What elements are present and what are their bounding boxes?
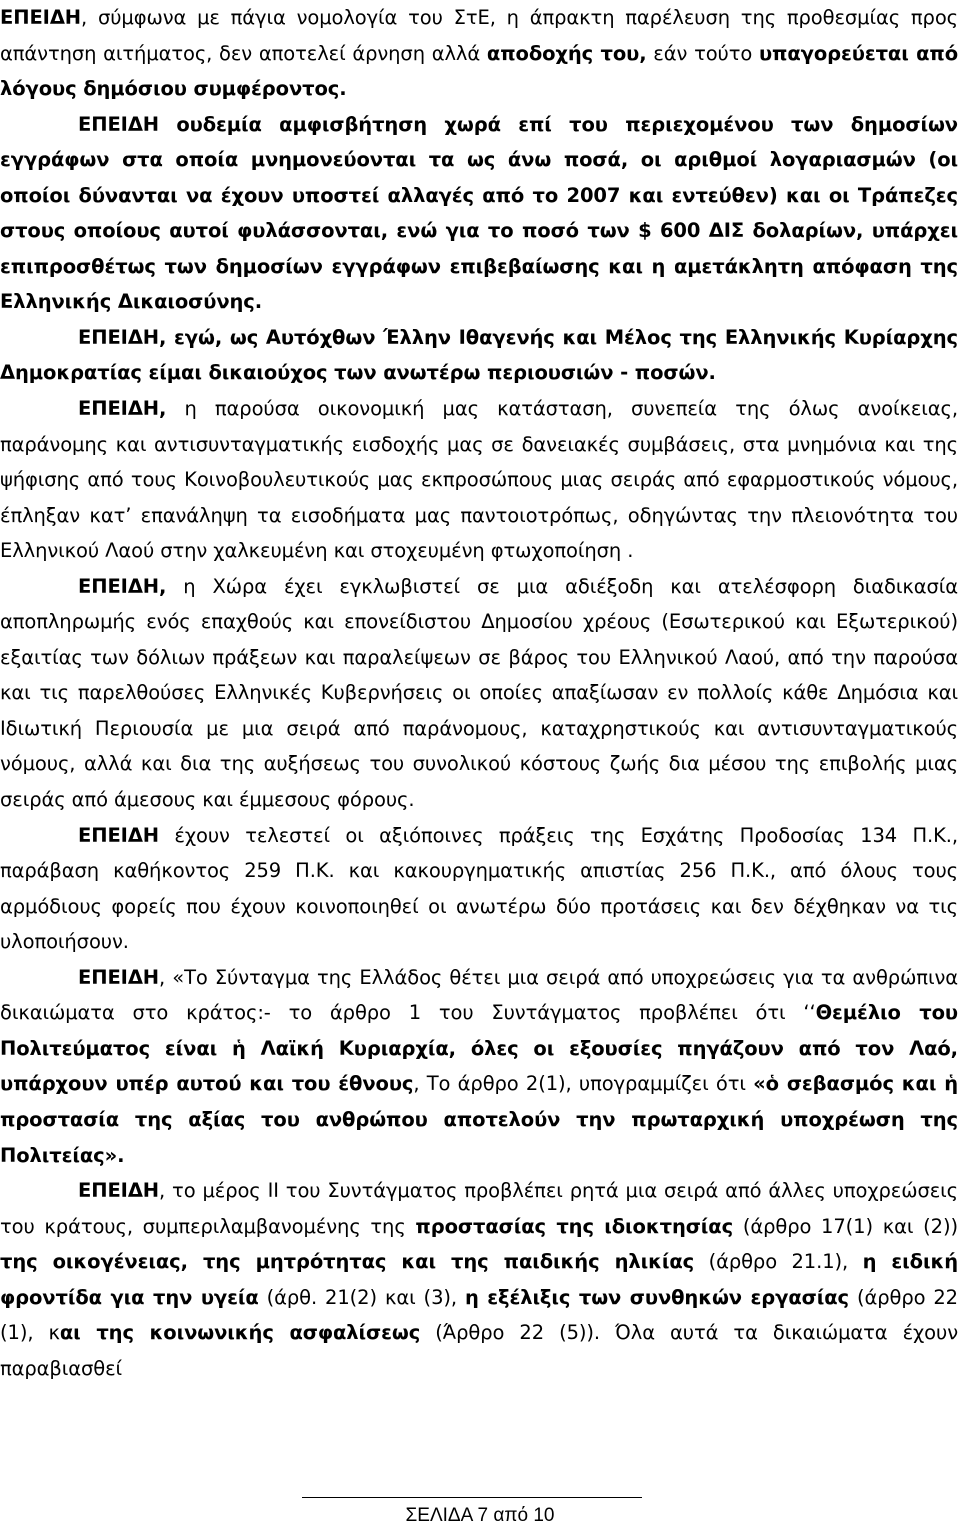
bold-text-run: ΕΠΕΙΔΗ, εγώ, ως Αυτόχθων Έλλην Ιθαγενής και Μέλος της Ελληνικής Κυρίαρχης Δημοκρατίας είμαι δικαιούχος των ανωτέρω περιουσιών - ποσών. bbox=[0, 325, 958, 385]
bold-text-run: «ὁ σεβασμός και ἡ προστασία της αξίας του ανθρώπου αποτελούν την πρωταρχική υποχρέωση της Πολιτείας». bbox=[0, 1072, 959, 1167]
text-run: (Άρθρο 22 (5)). Όλα αυτά τα δικαιώματα έχουν παραβιασθεί bbox=[0, 1321, 958, 1380]
paragraph-p6 bbox=[0, 818, 958, 960]
bold-text-run: αποδοχής του, bbox=[486, 41, 647, 65]
bold-text-run: υπαγορεύεται από λόγους δημόσιου συμφέροντος. bbox=[0, 41, 959, 101]
text-run: εάν τούτο bbox=[646, 41, 759, 65]
paragraph-p3 bbox=[0, 320, 958, 391]
text-run: η παρούσα οικονομική μας κατάσταση, συνεπεία της όλως ανοίκειας, παράνομης και αντισυνταγματικής εισδοχής μας σε δανειακές συμβάσεις, στα μνημόνια και της ψήφισης από τους Κοινοβουλευτικούς μας εκπροσώπους μιας σειράς από εφαρμοστικούς νόμους, έπληξαν κατ’ επανάληψη τα εισοδήματα μας παντοιοτρόπως, οδηγώντας την πλειονότητα του Ελληνικού Λαού στην χαλκευμένη και στοχευμένη φτωχοποίηση . bbox=[0, 397, 958, 563]
bold-text-run: ΕΠΕΙΔΗ bbox=[78, 965, 160, 989]
paragraph-p5 bbox=[0, 569, 958, 818]
bold-text-run: της οικογένειας, της μητρότητας και της παιδικής ηλικίας bbox=[0, 1250, 695, 1274]
paragraph-p7 bbox=[0, 960, 958, 1173]
text-run: , το μέρος ΙΙ του Συντάγματος προβλέπει ρητά μια σειρά από άλλες υποχρεώσεις του κράτους, συμπεριλαμβανομένης της bbox=[0, 1179, 958, 1238]
text-run: (άρθρο 17(1) και (2)) bbox=[733, 1214, 958, 1238]
bold-text-run: η ειδική φροντίδα για την υγεία bbox=[0, 1250, 958, 1309]
page-number: ΣΕΛΙΔΑ 7 από 10 bbox=[405, 1505, 555, 1526]
bold-text-run: ΕΠΕΙΔΗ bbox=[78, 823, 160, 847]
bold-text-run: ΕΠΕΙΔΗ bbox=[78, 1179, 160, 1203]
bold-text-run: προστασίας της ιδιοκτησίας bbox=[415, 1214, 734, 1238]
paragraph-p1 bbox=[0, 0, 958, 107]
text-run: , Το άρθρο 2(1), υπογραμμίζει ότι bbox=[413, 1072, 754, 1096]
bold-text-run: ΕΠΕΙΔΗ, bbox=[78, 397, 167, 421]
paragraph-p8 bbox=[0, 1173, 958, 1386]
footer-divider bbox=[302, 1497, 642, 1498]
paragraph-p2 bbox=[0, 107, 958, 320]
text-run: , σύμφωνα με πάγια νομολογία του ΣτΕ, η άπρακτη παρέλευση της προθεσμίας προς απάντηση αιτήματος, δεν αποτελεί άρνηση αλλά bbox=[0, 6, 958, 65]
paragraph-p4 bbox=[0, 391, 958, 569]
bold-text-run: αι της κοινωνικής ασφαλίσεως bbox=[59, 1321, 421, 1345]
text-run: έχουν τελεστεί οι αξιόποινες πράξεις της Εσχάτης Προδοσίας 134 Π.Κ., παράβαση καθήκοντος 259 Π.Κ. και κακουργηματικής απιστίας 256 Π.Κ., από όλους τους αρμόδιους φορείς που έχουν κοινοποιηθεί οι ανωτέρω δύο προτάσεις και δεν δέχθηκαν να τις υλοποιήσουν. bbox=[0, 823, 958, 954]
bold-text-run: ΕΠΕΙΔΗ, bbox=[78, 574, 167, 598]
text-run: (άρθρο 21.1), bbox=[694, 1250, 863, 1274]
text-run: , «Το Σύνταγμα της Ελλάδος θέτει μια σειρά από υποχρεώσεις για τα ανθρώπινα δικαιώματα στο κράτος:- το άρθρο 1 του Συντάγματος προβλέπει ότι ‘‘ bbox=[0, 965, 958, 1025]
text-run: (άρθρο 22 (1), κ bbox=[0, 1285, 958, 1345]
bold-text-run: Θεμέλιο του Πολιτεύματος είναι ἡ Λαϊκή Κυριαρχία, όλες οι εξουσίες πηγάζουν από τον Λαό, υπάρχουν υπέρ αυτού και του έθνους bbox=[0, 1001, 958, 1096]
bold-text-run: η εξέλιξις των συνθηκών εργασίας bbox=[464, 1285, 849, 1309]
bold-text-run: ΕΠΕΙΔΗ bbox=[0, 6, 82, 29]
bold-text-run: ΕΠΕΙΔΗ ουδεμία αμφισβήτηση χωρά επί του περιεχομένου των δημοσίων εγγράφων στα οποία μνημονεύονται τα ως άνω ποσά, οι αριθμοί λογαριασμών (οι οποίοι δύνανται να έχουν υποστεί αλλαγές από το 2007 και εντεύθεν) και οι Τράπεζες στους οποίους αυτοί φυλάσσονται, ενώ για το ποσό των $ 600 ΔΙΣ δολαρίων, υπάρχει επιπροσθέτως των δημοσίων εγγράφων επιβεβαίωσης και η αμετάκλητη απόφαση της Ελληνικής Δικαιοσύνης. bbox=[0, 112, 958, 314]
text-run: η Χώρα έχει εγκλωβιστεί σε μια αδιέξοδη και ατελέσφορη διαδικασία αποπληρωμής ενός επαχθούς και επονείδιστου Δημοσίου χρέους (Εσωτερικού και Εξωτερικού) εξαιτίας των δόλιων πράξεων και παραλείψεων σε βάρος του Ελληνικού Λαού, από την παρούσα και τις παρελθούσες Ελληνικές Κυβερνήσεις οι οποίες απαξίωσαν εν πολλοίς κάθε Δημόσια και Ιδιωτική Περιουσία με μια σειρά από παράνομους, καταχρηστικούς και αντισυνταγματικούς νόμους, αλλά και δια της αυξήσεως του συνολικού κόστους ζωής δια μέσου της επιβολής μιας σειράς από άμεσους και έμμεσους φόρους. bbox=[0, 574, 958, 812]
text-run: (άρθ. 21(2) και (3), bbox=[258, 1285, 465, 1309]
